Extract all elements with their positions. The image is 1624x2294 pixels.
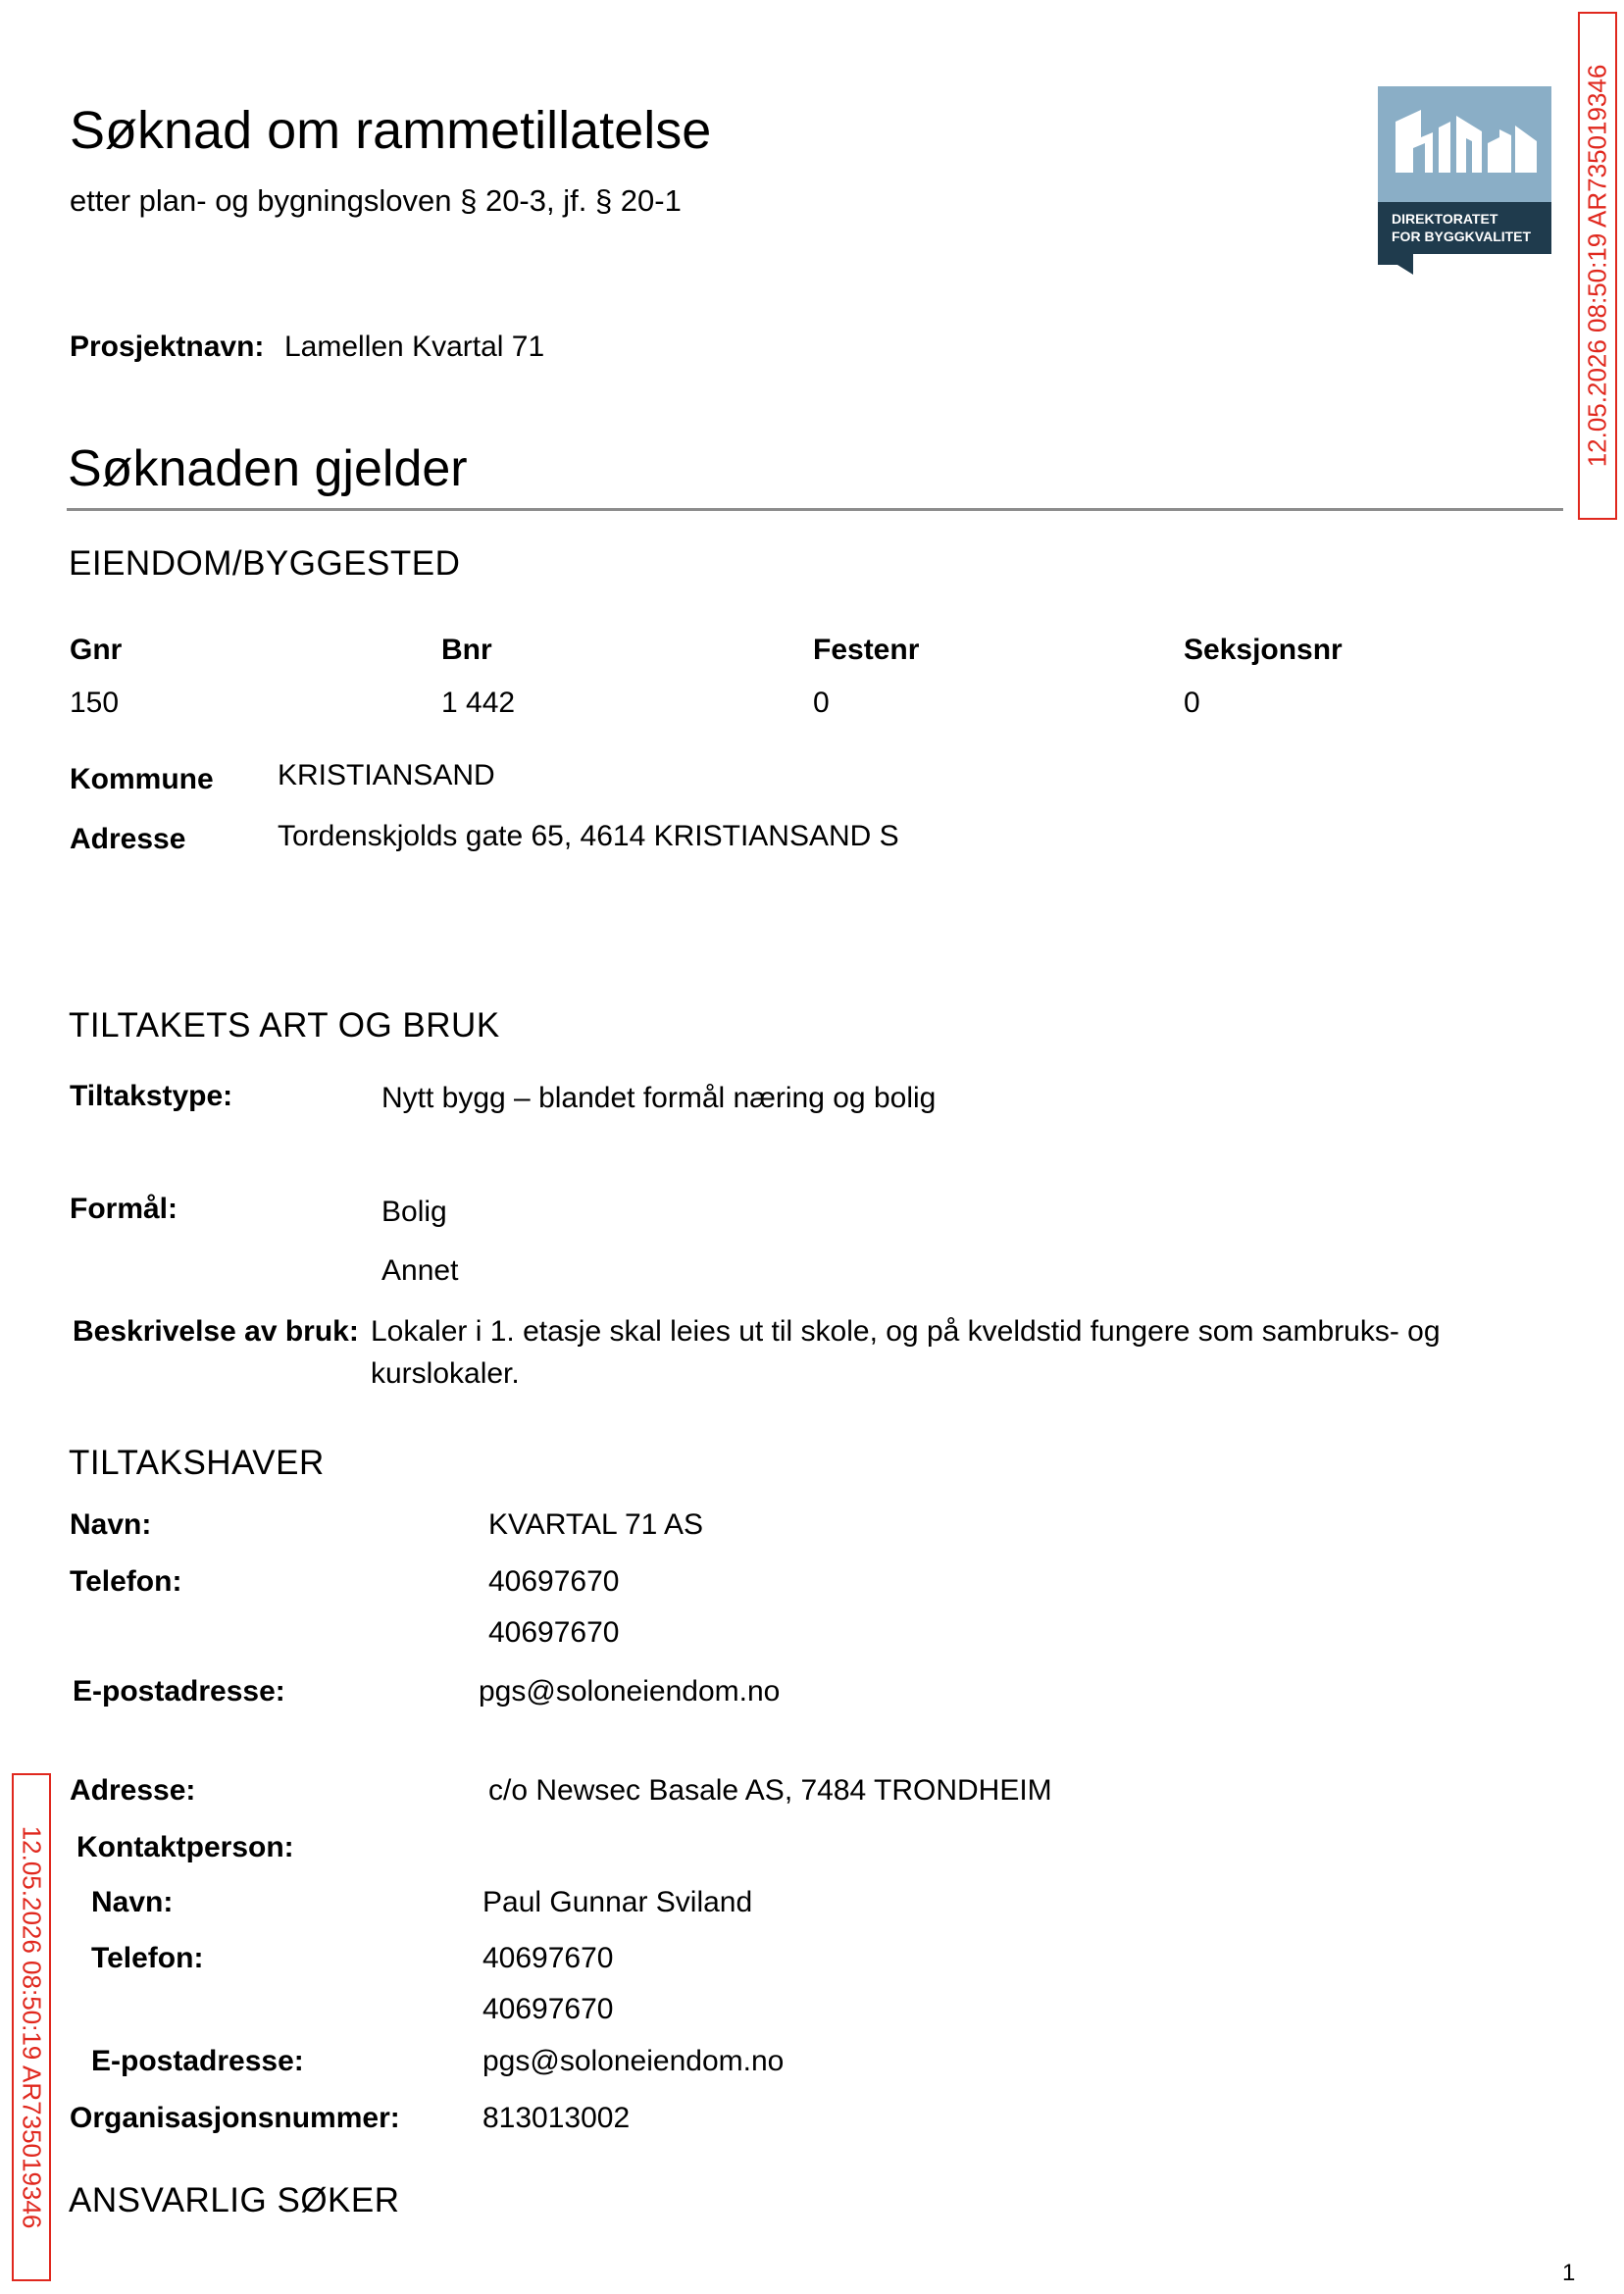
contact-email-value: pgs@soloneiendom.no <box>482 2045 785 2077</box>
gnr-value: 150 <box>70 687 120 719</box>
contact-person-label: Kontaktperson: <box>76 1831 294 1863</box>
gnr-label: Gnr <box>70 634 123 666</box>
festenr-label: Festenr <box>813 634 920 666</box>
logo-text-line1: DIREKTORATET <box>1392 211 1498 227</box>
logo-text-line2: FOR BYGGKVALITET <box>1392 229 1532 244</box>
timestamp-stamp-top <box>1578 12 1617 520</box>
property-heading: EIENDOM/BYGGESTED <box>69 544 461 583</box>
project-name-label: Prosjektnavn: <box>70 331 265 363</box>
contact-email-label: E-postadresse: <box>91 2045 304 2077</box>
section-divider <box>67 508 1563 511</box>
owner-heading: TILTAKSHAVER <box>69 1444 325 1482</box>
usage-line-1: Lokaler i 1. etasje skal leies ut til skole, og på kveldstid fungere som sambruks- og <box>371 1315 1441 1348</box>
kommune-label: Kommune <box>70 763 214 795</box>
owner-phone-value: 40697670 <box>488 1565 620 1598</box>
applicant-heading: ANSVARLIG SØKER <box>69 2181 400 2219</box>
seksjonsnr-value: 0 <box>1184 687 1200 719</box>
org-number-value: 813013002 <box>482 2102 631 2134</box>
measure-type-value: Nytt bygg – blandet formål næring og bolig <box>381 1082 937 1114</box>
kommune-value: KRISTIANSAND <box>278 759 495 791</box>
purpose-item: Bolig <box>381 1196 447 1228</box>
adresse-value: Tordenskjolds gate 65, 4614 KRISTIANSAND S <box>278 820 899 852</box>
stamp-text: 12.05.2026 08:50:19 AR735019346 <box>1582 64 1612 468</box>
purpose-item: Annet <box>381 1254 459 1287</box>
owner-email-value: pgs@soloneiendom.no <box>479 1675 781 1708</box>
stamp-text: 12.05.2026 08:50:19 AR735019346 <box>17 1825 47 2229</box>
org-number-label: Organisasjonsnummer: <box>70 2102 400 2134</box>
bnr-label: Bnr <box>441 634 492 666</box>
contact-phone-value: 40697670 <box>482 1942 614 1974</box>
owner-email-label: E-postadresse: <box>73 1675 285 1708</box>
owner-phone-label: Telefon: <box>70 1565 182 1598</box>
dibk-logo <box>1378 86 1551 275</box>
owner-name-value: KVARTAL 71 AS <box>488 1508 704 1541</box>
seksjonsnr-label: Seksjonsnr <box>1184 634 1343 666</box>
usage-label: Beskrivelse av bruk: <box>73 1315 359 1348</box>
contact-name-value: Paul Gunnar Sviland <box>482 1886 753 1918</box>
measure-type-label: Tiltakstype: <box>70 1080 233 1112</box>
owner-phone-value: 40697670 <box>488 1616 620 1649</box>
measure-heading: TILTAKETS ART OG BRUK <box>69 1006 500 1045</box>
purpose-label: Formål: <box>70 1193 178 1225</box>
contact-phone-value: 40697670 <box>482 1993 614 2025</box>
owner-address-value: c/o Newsec Basale AS, 7484 TRONDHEIM <box>488 1774 1052 1807</box>
document-subtitle: etter plan- og bygningsloven § 20-3, jf. § 20-1 <box>70 183 682 218</box>
adresse-label: Adresse <box>70 823 186 855</box>
owner-name-label: Navn: <box>70 1508 152 1541</box>
usage-line-2: kurslokaler. <box>371 1357 520 1390</box>
contact-phone-label: Telefon: <box>91 1942 204 1974</box>
project-name-value: Lamellen Kvartal 71 <box>284 331 545 363</box>
dibk-logo-graphic <box>1378 86 1551 275</box>
document-title: Søknad om rammetillatelse <box>70 101 712 160</box>
timestamp-stamp-left <box>12 1773 51 2281</box>
contact-name-label: Navn: <box>91 1886 174 1918</box>
page-number: 1 <box>1562 2260 1576 2286</box>
section-heading: Søknaden gjelder <box>68 440 468 497</box>
bnr-value: 1 442 <box>441 687 516 719</box>
festenr-value: 0 <box>813 687 830 719</box>
owner-address-label: Adresse: <box>70 1774 196 1807</box>
